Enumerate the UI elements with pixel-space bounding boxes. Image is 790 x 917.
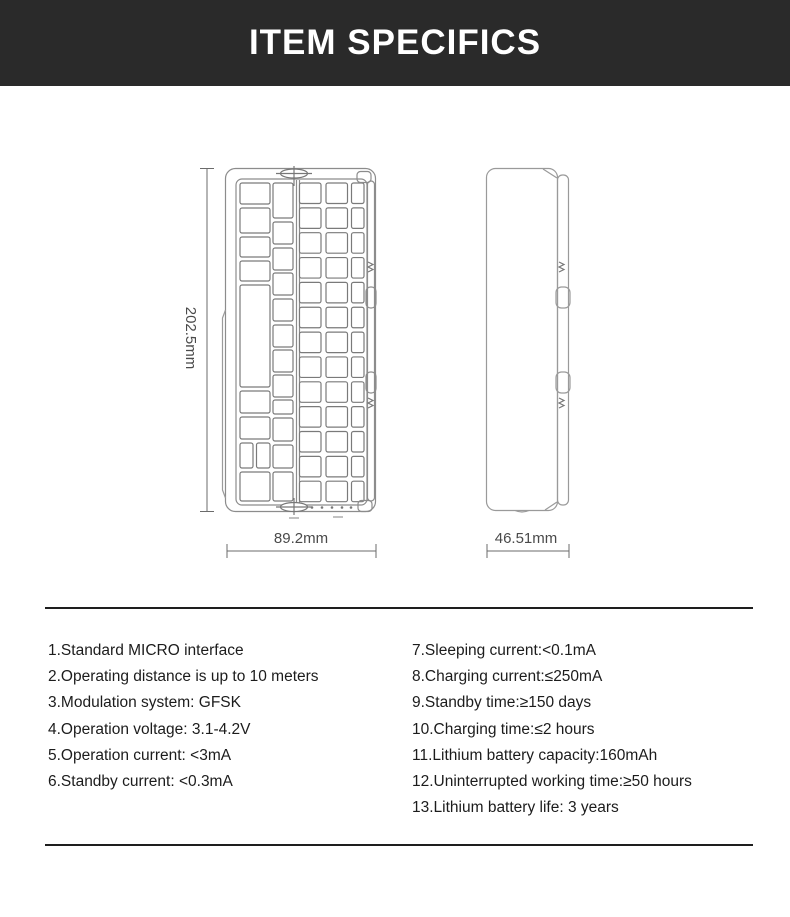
- key-cap: [240, 443, 253, 468]
- key-cap: [300, 258, 322, 279]
- key-cap: [300, 332, 322, 353]
- divider-line-top: [45, 607, 753, 609]
- spec-item: 1.Standard MICRO interface: [48, 642, 244, 659]
- key-cap: [300, 307, 322, 328]
- key-cap: [273, 299, 293, 321]
- key-cap: [300, 282, 322, 303]
- key-cap: [352, 357, 365, 378]
- key-cap: [326, 233, 348, 254]
- spec-item: 13.Lithium battery life: 3 years: [412, 799, 619, 817]
- spec-item: 11.Lithium battery capacity:160mAh: [412, 746, 658, 764]
- key-cap: [352, 481, 365, 502]
- key-cap: [240, 285, 270, 387]
- key-cap: [273, 445, 293, 468]
- page-title: ITEM SPECIFICS: [248, 23, 542, 62]
- keyboard-side-view: [487, 169, 571, 513]
- spec-item: 2.Operating distance is up to 10 meters: [48, 668, 319, 686]
- key-cap: [273, 222, 293, 244]
- spec-item: 6.Standby current: <0.3mA: [48, 773, 233, 791]
- key-cap: [240, 208, 270, 233]
- spec-item: 10.Charging time:≤2 hours: [412, 720, 595, 738]
- key-cap: [326, 382, 348, 403]
- key-cap: [273, 248, 293, 270]
- key-cap: [273, 472, 293, 501]
- key-cap: [300, 407, 322, 428]
- key-cap: [273, 273, 293, 295]
- port-mark-icon: [559, 262, 564, 272]
- spec-item: 12.Uninterrupted working time:≥50 hours: [412, 773, 692, 791]
- key-cap: [352, 332, 365, 353]
- key-cap: [352, 282, 365, 303]
- key-cap: [240, 472, 270, 501]
- spec-item: 5.Operation current: <3mA: [48, 746, 232, 764]
- key-cap: [273, 350, 293, 372]
- key-cap: [300, 382, 322, 403]
- key-cap: [352, 456, 365, 477]
- key-cap: [326, 407, 348, 428]
- key-cap: [300, 432, 322, 453]
- key-cap: [352, 258, 365, 279]
- key-cap: [273, 418, 293, 441]
- key-cap: [240, 417, 270, 439]
- key-cap: [352, 432, 365, 453]
- spec-item: 8.Charging current:≤250mA: [412, 668, 603, 686]
- dim-label-front-width: 89.2mm: [273, 530, 329, 547]
- side-body: [487, 169, 558, 511]
- key-cap: [326, 332, 348, 353]
- key-cap: [300, 208, 322, 229]
- key-cap: [326, 481, 348, 502]
- key-cap: [352, 208, 365, 229]
- key-cap: [352, 382, 365, 403]
- spec-list-left-column: [48, 638, 319, 795]
- spec-item: 7.Sleeping current:<0.1mA: [412, 642, 596, 659]
- spec-item: 3.Modulation system: GFSK: [48, 694, 241, 712]
- key-cap: [300, 183, 322, 204]
- key-cap: [326, 208, 348, 229]
- key-cap: [300, 456, 322, 477]
- key-cap: [326, 432, 348, 453]
- key-cap: [300, 481, 322, 502]
- key-cap: [352, 183, 365, 204]
- spec-item: 9.Standby time:≥150 days: [412, 694, 592, 712]
- dim-label-height: 202.5mm: [182, 306, 200, 370]
- key-cap: [273, 325, 293, 347]
- key-cap: [273, 183, 293, 218]
- key-cap: [326, 282, 348, 303]
- side-edge-strip: [558, 175, 569, 505]
- key-cap: [240, 237, 270, 257]
- port-mark-icon: [559, 398, 564, 408]
- key-cap: [352, 407, 365, 428]
- key-cap: [240, 261, 270, 281]
- key-cap: [240, 391, 270, 413]
- key-cap: [352, 307, 365, 328]
- key-cap: [326, 307, 348, 328]
- key-cap: [300, 357, 322, 378]
- keyboard-front-view: [223, 166, 377, 518]
- key-cap: [326, 183, 348, 204]
- key-cap: [240, 183, 270, 204]
- key-cap: [326, 258, 348, 279]
- spec-list-right-column: [412, 638, 692, 821]
- key-cap: [257, 443, 271, 468]
- key-cap: [300, 233, 322, 254]
- key-cap: [326, 456, 348, 477]
- key-cap: [352, 233, 365, 254]
- key-cap: [273, 400, 293, 414]
- key-cap: [326, 357, 348, 378]
- key-cap: [273, 375, 293, 397]
- spec-item: 4.Operation voltage: 3.1-4.2V: [48, 720, 251, 738]
- divider-line-bottom: [45, 844, 753, 846]
- dim-label-side-width: 46.51mm: [494, 530, 558, 547]
